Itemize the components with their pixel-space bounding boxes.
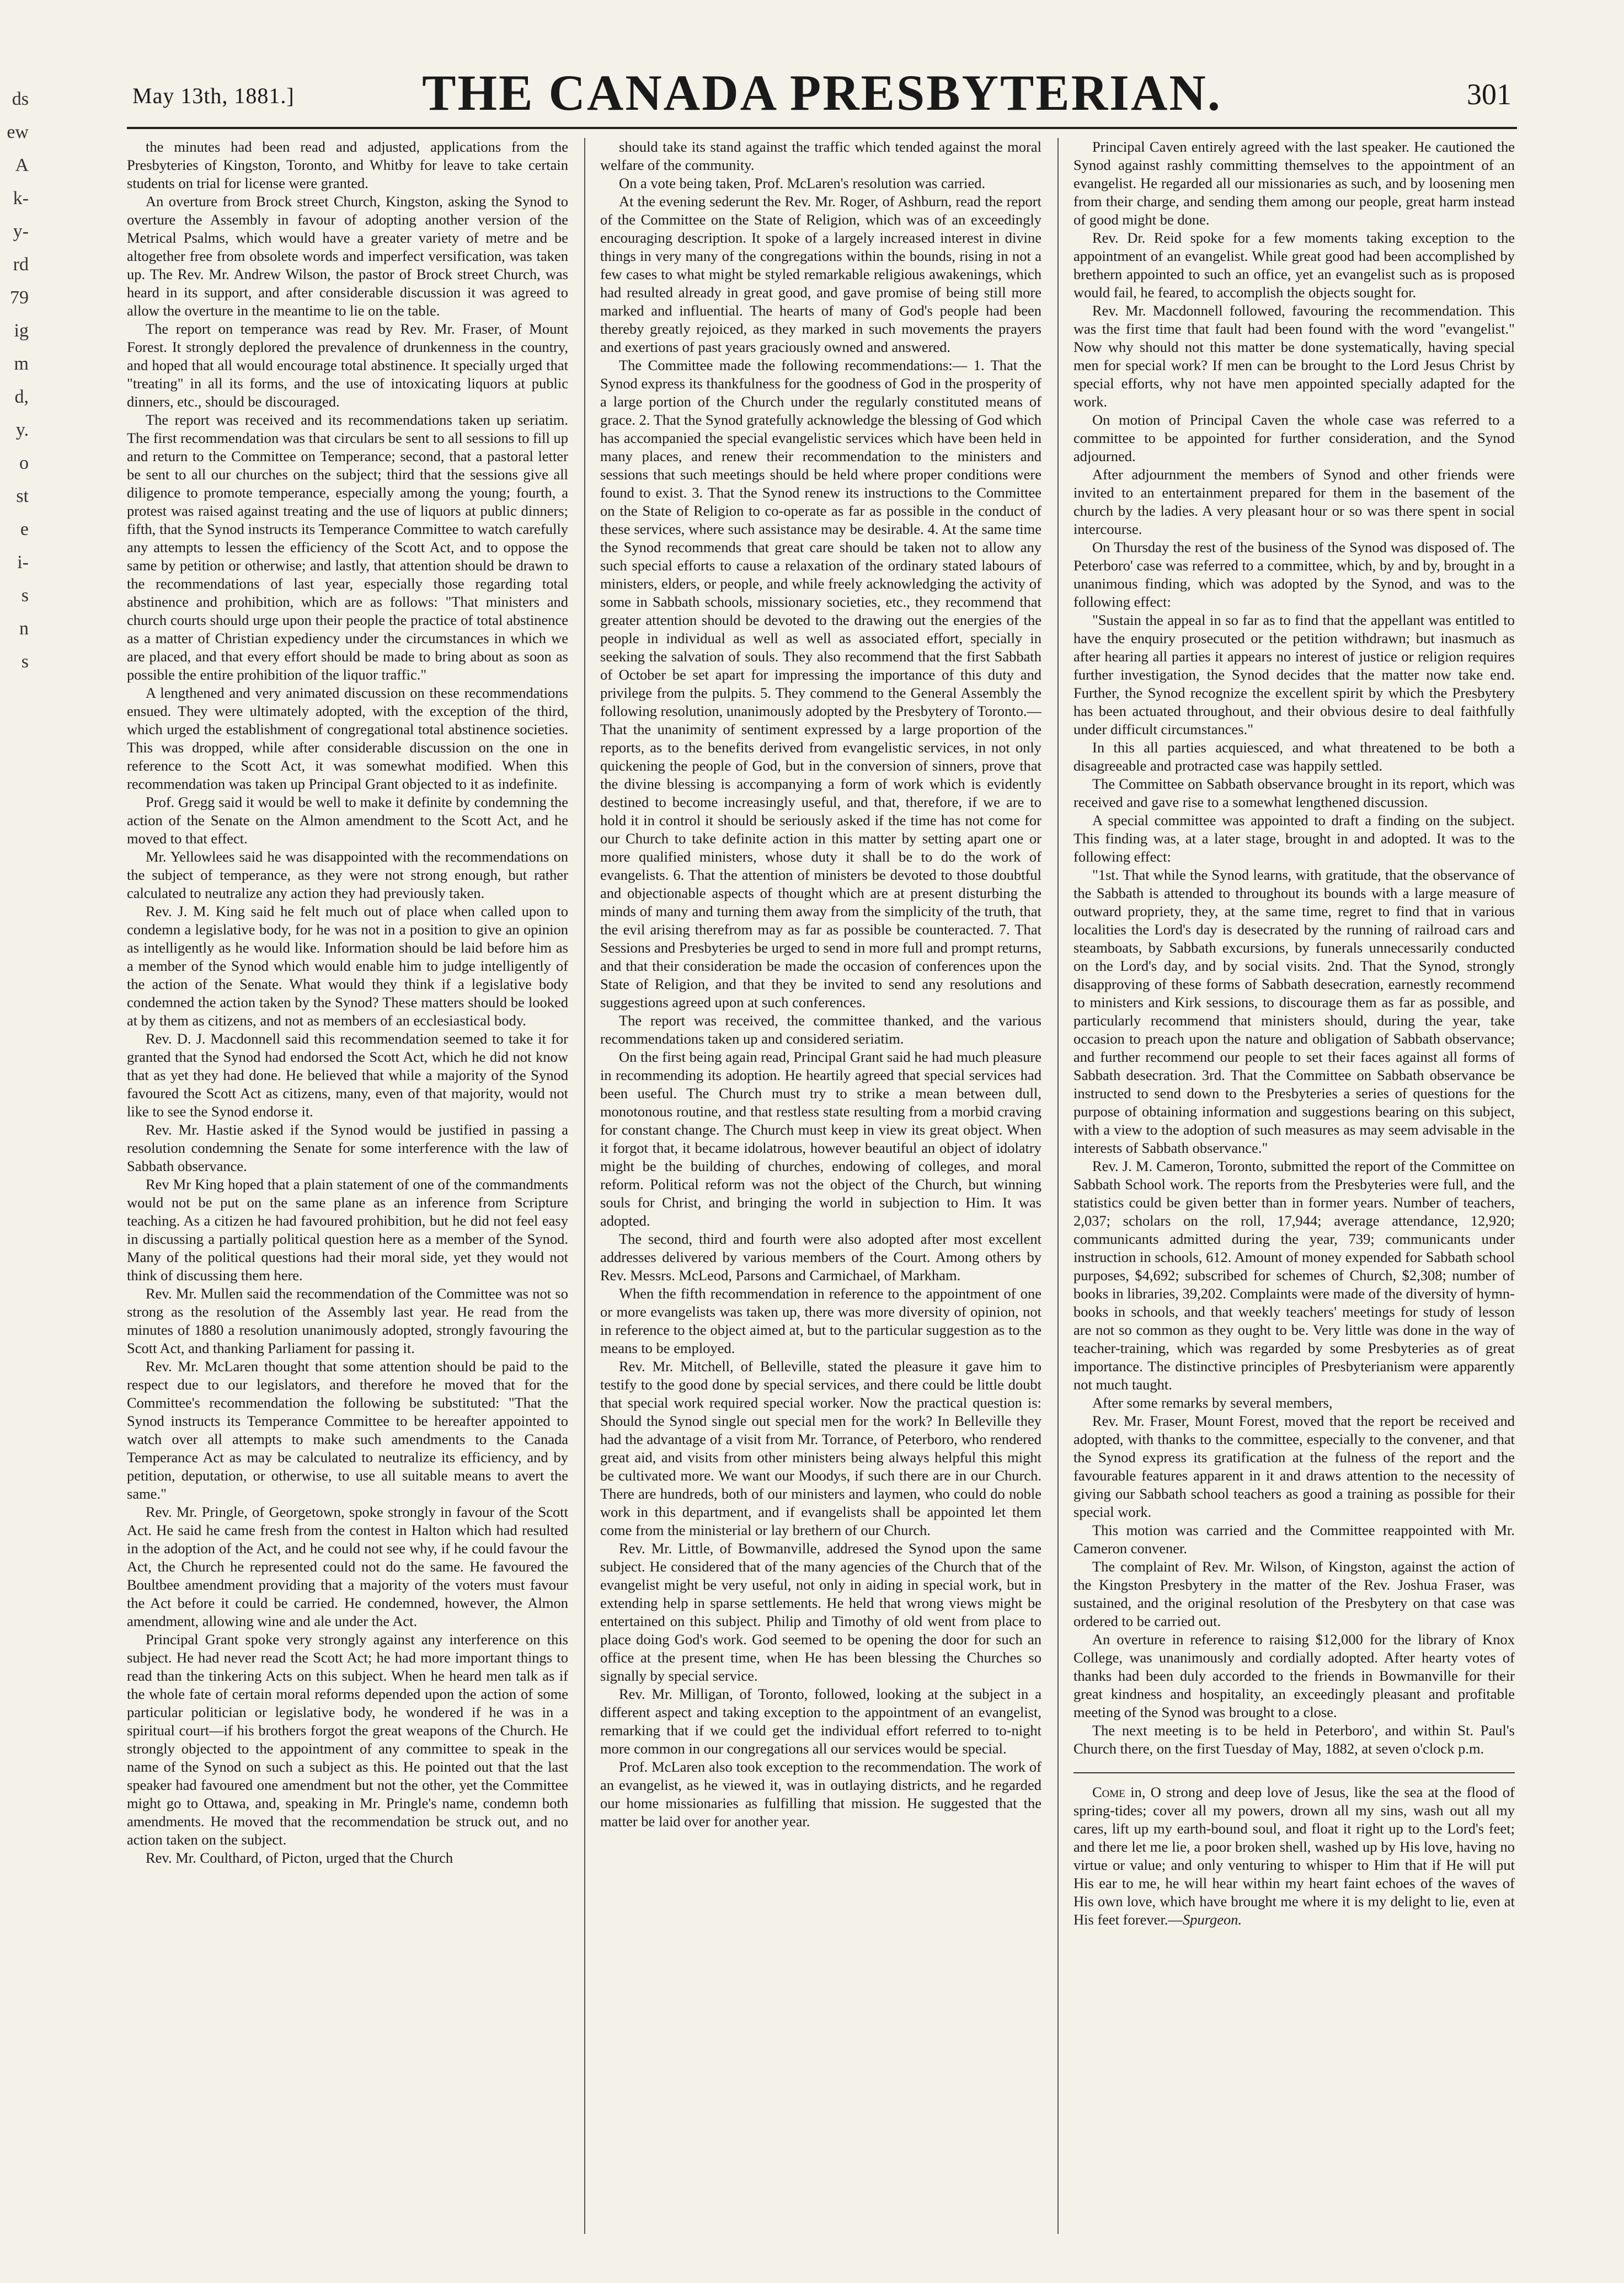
column-divider xyxy=(584,138,585,2234)
article-paragraph: Rev. J. M. Cameron, Toronto, submitted the report of the Committee on Sabbath School work. The reports from the Presbyteries were full, and the statistics could be given better than in former years. Number of teachers, 2,037; scholars on the roll, 17,944; average attendance, 12,920; communicants admitted during the year, 739; communicants under instruction in schools, 612. Amount of money expended for Sabbath school purposes, $4,692; subscribed for schemes of Church, $2,308; number of books in libraries, 39,202. Complaints were made of the diversity of hymn-books in schools, and that weekly teachers' meetings for study of lesson are not so common as they ought to be. Very little was done in the way of teacher-training, which was regarded by some Presbyteries as of great importance. The distinctive principles of Presbyterianism were apparently not much taught. xyxy=(1073,1158,1515,1393)
article-paragraph: Rev. Mr. Mullen said the recommendation of the Committee was not so strong as the resolution of the Assembly last year. He read from the minutes of 1880 a resolution unanimously adopted, strongly favouring the Scott Act, and thanking Parliament for passing it. xyxy=(127,1285,568,1356)
article-paragraph: At the evening sederunt the Rev. Mr. Roger, of Ashburn, read the report of the Committee on the State of Religion, which was of an exceedingly encouraging description. It spoke of a largely increased interest in divine things in very many of the congregations within the bounds, rising in not a few cases to what might be styled remarkable religious awakenings, which had resulted already in great good, and gave promise of being still more marked and influential. The hearts of many of God's people had been thereby greatly rejoiced, as they marked in such movements the prayers and exertions of past years graciously owned and answered. xyxy=(600,193,1041,355)
article-paragraph: In this all parties acquiesced, and what threatened to be both a disagreeable and protracted case was happily settled. xyxy=(1073,739,1515,774)
gutter-mark: s xyxy=(21,585,29,606)
article-paragraph: On the first being again read, Principal Grant said he had much pleasure in recommending its adoption. He heartily agreed that special services had been useful. The Church must try to strike a mean between dull, monotonous routine, and that restless state resulting from a morbid craving for constant change. The Church must keep in view its great object. When it forgot that, it became idolatrous, however beautiful an object of idolatry might be the building of churches, endowing of colleges, and moral reform. Political reform was not the object of the Church, but winning souls for Christ, and bringing the world in subjection to Him. It was adopted. xyxy=(600,1049,1041,1229)
article-paragraph: Rev. Mr. Coulthard, of Picton, urged that the Church xyxy=(146,1849,453,1866)
article-paragraph: should take its stand against the traffic which tended against the moral welfare of the community. xyxy=(600,138,1041,173)
article-paragraph: After adjournment the members of Synod and other friends were invited to an entertainment prepared for them in the basement of the church by the ladies. A very pleasant hour or so was there spent in social intercourse. xyxy=(1073,466,1515,537)
article-paragraph: The Committee made the following recommendations:— 1. That the Synod express its thankfulness for the goodness of God in the prosperity of a large portion of the Church under the regularly constituted means of grace. 2. That the Synod gratefully acknowledge the blessing of God which has accompanied the special evangelistic services which have been held in many places, and renew their recommendation to the ministers and sessions that such meetings should be held where proper conditions were found to exist. 3. That the Synod renew its instructions to the Committee on the State of Religion to co-operate as far as possible in the conduct of these services, where such assistance may be desirable. 4. At the same time the Synod recommends that great care should be taken not to allow any such special efforts to cause a relaxation of the ordinary stated labours of ministers, elders, or people, and while freely acknowledging the activity of some in Sabbath schools, missionary societies, etc., they recommend that greater attention should be devoted to the drawing out the energies of the people in individual as well as well as associated effort, specially in seeking the salvation of souls. They also recommend that the first Sabbath of October be set apart for impressing the importance of this duty and privilege from the pulpits. 5. They commend to the General Assembly the following resolution, unanimously adopted by the Presbytery of Toronto.—That the unanimity of sentiment expressed by a large proportion of the reports, as to the benefits derived from evangelistic services, in not only quickening the people of God, but in the conversion of sinners, prove that the divine blessing is accompanying a form of work which is evidently destined to become increasingly useful, and that, therefore, if we are to hold it in control it should be seriously asked if the time has not come for our Church to take definite action in this matter by setting apart one or more qualified ministers, whose duty it shall be to do the work of evangelists. 6. That the attention of ministers be devoted to those doubtful and objectionable aspects of thought which are at present disturbing the minds of many and turning them away from the simplicity of the truth, that the evil arising therefrom may as far as possible be counteracted. 7. That Sessions and Presbyteries be urged to send in more full and prompt returns, and that their consideration be made the occasion of conferences upon the State of Religion, and that they be invited to send any resolutions and suggestions agreed upon at such conferences. xyxy=(600,357,1041,1010)
article-paragraph: Principal Caven entirely agreed with the last speaker. He cautioned the Synod against rashly committing themselves to the appointment of an evangelist. He regarded all our missionaries as such, and by loosening men from their charge, and sending them among our people, great harm instead of good might be done. xyxy=(1073,138,1515,228)
column-3 xyxy=(1073,138,1515,2234)
article-paragraph: Rev. Mr. McLaren thought that some attention should be paid to the respect due to our legislators, and therefore he moved that for the Committee's recommendation the following be substituted: "That the Synod instructs its Temperance Committee to be hereafter appointed to watch over all attempts to make such amendments to the Canada Temperance Act as may be calculated to neutralize its efficiency, and by petition, deputation, or otherwise, to use all suitable means to avert the same." xyxy=(127,1358,568,1502)
article-paragraph: A lengthened and very animated discussion on these recommendations ensued. They were ultimately adopted, with the exception of the third, which urged the establishment of congregational total abstinence societies. This was dropped, while after considerable discussion on the one in reference to the Scott Act, it was somewhat modified. When this recommendation was taken up Principal Grant objected to it as indefinite. xyxy=(127,685,568,792)
article-paragraph: On a vote being taken, Prof. McLaren's resolution was carried. xyxy=(619,175,986,191)
article-paragraph: Mr. Yellowlees said he was disappointed with the recommendations on the subject of temperance, as they were not strong enough, but rather calculated to neutralize any action they had previously taken. xyxy=(127,848,568,901)
gutter-mark: i- xyxy=(17,552,29,573)
article-paragraph: "1st. That while the Synod learns, with gratitude, that the observance of the Sabbath is attended to throughout its bounds with a large measure of outward propriety, they, at the same time, regret to find that in various localities the Lord's day is desecrated by the running of railroad cars and steamboats, by Sabbath excursions, by funerals unnecessarily conducted on the Lord's day, and by social visits. 2nd. That the Synod, strongly disapproving of these forms of Sabbath desecration, earnestly recommend to ministers and Kirk sessions, to discourage them as far as possible, and particularly recommend that ministers should, during the year, take occasion to preach upon the nature and obligation of Sabbath observance; and further recommend our people to set their faces against all forms of Sabbath desecration. 3rd. That the Committee on Sabbath observance be instructed to send down to the Presbyteries a series of questions for the purpose of obtaining information and suggestions bearing on this subject, with a view to the adoption of such measures as may seem advisable in the interests of Sabbath observance." xyxy=(1073,867,1515,1156)
gutter-mark: y- xyxy=(13,221,29,242)
gutter-mark: 79 xyxy=(10,287,29,308)
article-paragraph: Rev. Mr. Little, of Bowmanville, addresed the Synod upon the same subject. He considered that of the many agencies of the Church that of the evangelist might be very useful, not only in aiding in special work, but in extending help in sparse settlements. He held that wrong views might be entertained on this subject. Philip and Timothy of old went from place to place doing God's work. God seemed to be opening the door for such an office at the present time, when He has been blessing the Churches so signally by special service. xyxy=(600,1540,1041,1684)
article-paragraph: Prof. Gregg said it would be well to make it definite by condemning the action of the Senate on the Almon amendment to the Scott Act, and he moved to that effect. xyxy=(127,794,568,847)
article-paragraph: Rev. D. J. Macdonnell said this recommendation seemed to take it for granted that the Synod had endorsed the Scott Act, which he did not know that as yet they had done. He believed that while a majority of the Synod favoured the Scott Act as citizens, many, even of that majority, would not like to see the Synod endorse it. xyxy=(127,1030,568,1120)
closing-quote xyxy=(1073,1783,1515,1929)
gutter-mark: A xyxy=(15,155,29,175)
margin-gutter-marks xyxy=(0,83,33,672)
gutter-mark: ew xyxy=(7,122,29,142)
quote-paragraph xyxy=(1073,1783,1515,1929)
article-paragraph: Prof. McLaren also took exception to the recommendation. The work of an evangelist, as he viewed it, was in outlaying districts, and he regarded our home missionaries as fulfilling that mission. He suggested that the matter be laid over for another year. xyxy=(600,1758,1041,1830)
article-columns xyxy=(127,138,1517,2234)
page-header xyxy=(127,22,1517,129)
article-paragraph: The next meeting is to be held in Peterboro', and within St. Paul's Church there, on the first Tuesday of May, 1882, at seven o'clock p.m. xyxy=(1073,1722,1515,1757)
article-paragraph: A special committee was appointed to draft a finding on the subject. This finding was, at a later stage, brought in and adopted. It was to the following effect: xyxy=(1073,812,1515,865)
gutter-mark: d, xyxy=(14,387,29,407)
gutter-mark: n xyxy=(19,618,29,639)
gutter-mark: rd xyxy=(13,254,29,275)
article-paragraph: The report on temperance was read by Rev. Mr. Fraser, of Mount Forest. It strongly deplored the prevalence of drunkenness in the country, and hoped that all would encourage total abstinence. It specially urged that "treating" in all its forms, and the use of intoxicating liquors at public dinners, etc., should be discouraged. xyxy=(127,320,568,410)
article-paragraph: The report was received, the committee thanked, and the various recommendations taken up and considered seriatim. xyxy=(600,1012,1041,1047)
article-paragraph: Rev. Mr. Milligan, of Toronto, followed, looking at the subject in a different aspect and taking exception to the appointment of an evangelist, remarking that if we could get the individual effort referred to to-night more common in our congregations all our services would be special. xyxy=(600,1686,1041,1757)
gutter-mark: e xyxy=(20,519,29,539)
gutter-mark: ig xyxy=(14,320,29,341)
article-paragraph: Rev Mr King hoped that a plain statement of one of the commandments would not be put on the same plane as an inference from Scripture teaching. As a citizen he had favoured prohibition, but he did not feel easy in discussing a partially political question here as a member of the Synod. Many of the political questions had their moral side, yet they would not think of discussing them here. xyxy=(127,1176,568,1284)
article-paragraph: Principal Grant spoke very strongly against any interference on this subject. He had never read the Scott Act; he had more important things to read than the tinkering Acts on this subject. When he heard men talk as if the whole fate of certain moral reforms depended upon the action of some particular politician or legislative body, he wondered if he was in a spiritual court—if his brothers forgot the great weapons of the Church. He strongly objected to the appointment of any committee to speak in the name of the Synod on such a subject as this. He pointed out that the last speaker had favoured one amendment but not the other, yet the Committee might go to Ottawa, and, speaking in Mr. Pringle's name, condemn both amendments. He moved that the recommendation be struck out, and no action taken on the subject. xyxy=(127,1631,568,1848)
article-paragraph: The second, third and fourth were also adopted after most excellent addresses delivered by various members of the Court. Among others by Rev. Messrs. McLeod, Parsons and Carmichael, of Markham. xyxy=(600,1231,1041,1284)
gutter-mark: st xyxy=(16,486,29,506)
quote-text: in, O strong and deep love of Jesus, like the sea at the flood of spring-tides; cover all my powers, drown all my sins, wash out all my cares, lift up my earth-bound soul, and float it right up to the Lord's feet; and there let me lie, a poor broken shell, washed up by His love, having no virtue or value; and only venturing to whisper to Him that if He will put His ear to me, he will hear within my heart faint echoes of the waves of His own love, which have brought me where it is my delight to lie, even at His feet forever.— xyxy=(1073,1784,1515,1928)
column-1 xyxy=(127,138,568,2234)
column-2 xyxy=(600,138,1041,2234)
article-paragraph: On motion of Principal Caven the whole case was referred to a committee to be appointed for further consideration, and the Synod adjourned. xyxy=(1073,411,1515,464)
article-paragraph: the minutes had been read and adjusted, applications from the Presbyteries of Kingston, Toronto, and Whitby for leave to take certain students on trial for license were granted. xyxy=(127,138,568,191)
page-number: 301 xyxy=(1467,78,1511,111)
newspaper-title: THE CANADA PRESBYTERIAN. xyxy=(422,65,1222,121)
gutter-mark: k- xyxy=(13,188,29,208)
gutter-mark: o xyxy=(19,453,29,473)
quote-divider xyxy=(1073,1772,1515,1773)
article-paragraph: The Committee on Sabbath observance brought in its report, which was received and gave rise to a somewhat lengthened discussion. xyxy=(1073,776,1515,810)
article-paragraph: After some remarks by several members, xyxy=(1092,1394,1333,1411)
article-paragraph: The report was received and its recommendations taken up seriatim. The first recommendation was that circulars be sent to all sessions to fill up and return to the Committee on Temperance; second, that a pastoral letter be sent to all our churches on the subject; third that the sessions give all diligence to promote temperance, especially among the young; fourth, a protest was raised against treating and the use of liquors at public dinners; fifth, that the Synod instructs its Temperance Committee to watch carefully any attempts to lessen the efficiency of the Scott Act, and to oppose the same by petition or otherwise; and lastly, that attention should be drawn to the recommendations of last year, especially those regarding total abstinence and prohibition, which are as follows: "That ministers and church courts should urge upon their people the practice of total abstinence as a matter of Christian expediency under the circumstances in which we are placed, and that every effort should be made to bring about as soon as possible the entire prohibition of the liquor traffic." xyxy=(127,411,568,683)
article-paragraph: Rev. J. M. King said he felt much out of place when called upon to condemn a legislative body, for he was not in a position to give an opinion as intelligently as he would like. Information should be laid before him as a member of the Synod which would enable him to judge intelligently of the action of the Senate. What would they think if a legislative body condemned the action taken by the Synod? These matters should be looked at by them as citizens, and not as members of an ecclesiastical body. xyxy=(127,903,568,1029)
article-paragraph: When the fifth recommendation in reference to the appointment of one or more evangelists was taken up, there was more diversity of opinion, not in reference to the object aimed at, but to the particular suggestion as to the means to be employed. xyxy=(600,1285,1041,1356)
article-paragraph: "Sustain the appeal in so far as to find that the appellant was entitled to have the enquiry prosecuted or the petition withdrawn; but inasmuch as after hearing all parties it appears no interest of justice or religion requires further investigation, the Synod decides that the matter now take end. Further, the Synod recognize the excellent spirit by which the Presbytery has been actuated throughout, and their obvious desire to deal faithfully under difficult circumstances." xyxy=(1073,612,1515,737)
article-paragraph: The complaint of Rev. Mr. Wilson, of Kingston, against the action of the Kingston Presbytery in the matter of the Rev. Joshua Fraser, was sustained, and the original resolution of the Presbytery on that case was ordered to be carried out. xyxy=(1073,1558,1515,1629)
article-paragraph: An overture from Brock street Church, Kingston, asking the Synod to overture the Assembly in favour of adopting another version of the Metrical Psalms, which would have a greater variety of metre and be altogether free from obsolete words and imperfect versification, was taken up. The Rev. Mr. Andrew Wilson, the pastor of Brock street Church, was heard in its support, and after considerable discussion it was agreed to allow the overture in the meantime to lie on the table. xyxy=(127,193,568,319)
gutter-mark: m xyxy=(14,354,29,374)
article-paragraph: On Thursday the rest of the business of the Synod was disposed of. The Peterboro' case was referred to a committee, which, by and by, brought in a unanimous finding, which was adopted by the Synod, and was to the following effect: xyxy=(1073,539,1515,610)
issue-date: May 13th, 1881.] xyxy=(132,83,295,108)
article-paragraph: Rev. Mr. Hastie asked if the Synod would be justified in passing a resolution condemning the Senate for some interference with the law of Sabbath observance. xyxy=(127,1121,568,1174)
article-paragraph: Rev. Mr. Fraser, Mount Forest, moved that the report be received and adopted, with thanks to the committee, especially to the convener, and that the Synod express its gratification at the fulness of the report and the favourable features apparent in it and draws attention to the necessity of giving our Sabbath school teachers as good a training as possible for their special work. xyxy=(1073,1413,1515,1520)
column-divider xyxy=(1057,138,1059,2234)
article-paragraph: An overture in reference to raising $12,000 for the library of Knox College, was unanimously and cordially adopted. After hearty votes of thanks had been duly accorded to the friends in Bowmanville for their great kindness and hospitality, an exceedingly pleasant and profitable meeting of the Synod was brought to a close. xyxy=(1073,1631,1515,1720)
gutter-mark: ds xyxy=(12,89,29,109)
article-paragraph: Rev. Mr. Macdonnell followed, favouring the recommendation. This was the first time that fault had been found with the word "evangelist." Now why should not this matter be done systematically, having special men for special work? If men can be brought to the Lord Jesus Christ by special efforts, why not have men appointed specially adapted for the work. xyxy=(1073,302,1515,410)
article-paragraph: Rev. Mr. Mitchell, of Belleville, stated the pleasure it gave him to testify to the good done by special services, and there could be little doubt that special work required special worker. Now the practical question is: Should the Synod single out special men for the work? In Belleville they had the advantage of a visit from Mr. Torrance, of Peterboro, who rendered great aid, and visits from other ministers being always helpful this might be cultivated more. We want our Moodys, if such there are in our Church. There are hundreds, both of our ministers and laymen, who could do noble work in this department, and if evangelists shall be appointed let them come from the ministerial or lay brethern of our Church. xyxy=(600,1358,1041,1538)
article-paragraph: Rev. Dr. Reid spoke for a few moments taking exception to the appointment of an evangelist. While great good had been accomplished by brethern appointed to such an office, yet an evangelist such as is proposed would fail, he feared, to accomplish the objects sought for. xyxy=(1073,229,1515,301)
quote-lead-word: Come xyxy=(1092,1784,1125,1800)
quote-author: Spurgeon. xyxy=(1182,1911,1242,1928)
column-3-body xyxy=(1073,138,1515,1758)
article-paragraph: This motion was carried and the Committee reappointed with Mr. Cameron convener. xyxy=(1073,1522,1515,1557)
gutter-mark: y. xyxy=(15,420,29,440)
gutter-mark: s xyxy=(21,651,29,672)
article-paragraph: Rev. Mr. Pringle, of Georgetown, spoke strongly in favour of the Scott Act. He said he came fresh from the contest in Halton which had resulted in the adoption of the Act, and he could not see why, if he could favour the Act, the Church he represented could not do the same. He favoured the Boultbee amendment providing that a majority of the voters must favour the Act before it could be carried. He condemned, however, the Almon amendment, allowing wine and ale under the Act. xyxy=(127,1504,568,1629)
